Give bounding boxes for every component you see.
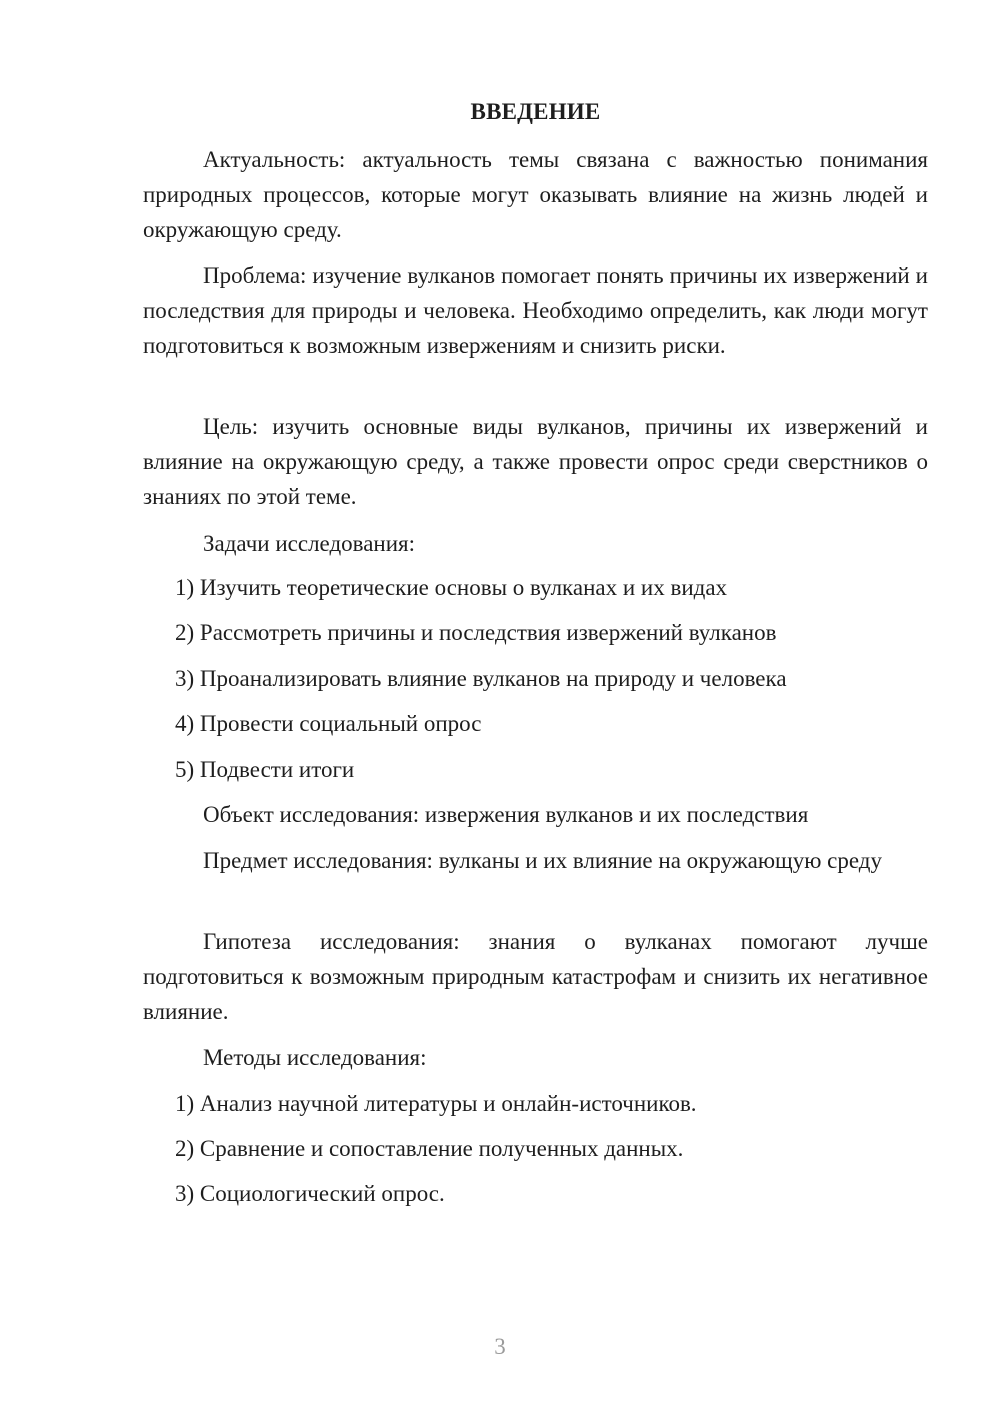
- hypothesis-paragraph: Гипотеза исследования: знания о вулканах помогают лучше подготовиться к возможным природным катастрофам и снизить их негативное влияние.: [143, 929, 928, 1024]
- relevance-paragraph: Актуальность: актуальность темы связана с важностью понимания природных процессов, которые могут оказывать влияние на жизнь людей и окружающую среду.: [143, 147, 928, 242]
- tasks-heading: Задачи исследования:: [203, 531, 416, 556]
- methods-heading: Методы исследования:: [203, 1045, 427, 1070]
- page-number: 3: [494, 1334, 506, 1359]
- problem-paragraph: Проблема: изучение вулканов помогает понять причины их извержений и последствия для природы и человека. Необходимо определить, как люди могут подготовиться к возможным извержениям и снизить риски.: [143, 263, 928, 358]
- section-title: ВВЕДЕНИЕ: [470, 99, 601, 124]
- method-item-2: 2) Сравнение и сопоставление полученных данных.: [175, 1136, 684, 1161]
- task-item-1: 1) Изучить теоретические основы о вулканах и их видах: [175, 575, 728, 600]
- task-item-2: 2) Рассмотреть причины и последствия извержений вулканов: [175, 620, 777, 645]
- task-item-5: 5) Подвести итоги: [175, 757, 355, 782]
- method-item-3: 3) Социологический опрос.: [175, 1181, 445, 1206]
- goal-paragraph: Цель: изучить основные виды вулканов, причины их извержений и влияние на окружающую среду, а также провести опрос среди сверстников о знаниях по этой теме.: [143, 414, 928, 509]
- method-item-1: 1) Анализ научной литературы и онлайн-источников.: [175, 1091, 697, 1116]
- subject-paragraph: Предмет исследования: вулканы и их влияние на окружающую среду: [203, 848, 882, 873]
- task-item-4: 4) Провести социальный опрос: [175, 711, 482, 736]
- task-item-3: 3) Проанализировать влияние вулканов на природу и человека: [175, 666, 787, 691]
- object-paragraph: Объект исследования: извержения вулканов и их последствия: [203, 802, 809, 827]
